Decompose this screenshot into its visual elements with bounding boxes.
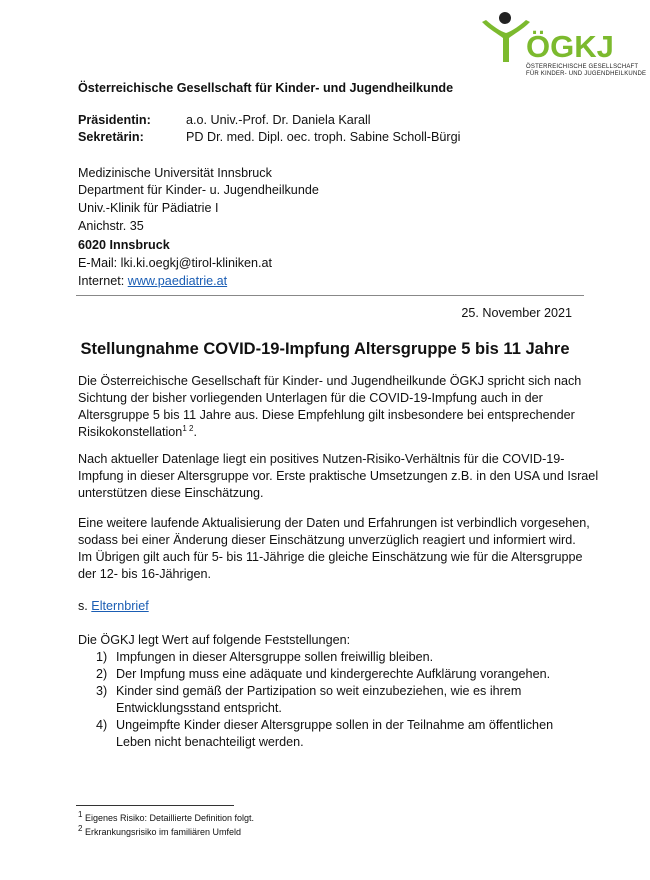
footnote-2-text: Erkrankungsrisiko im familiären Umfeld: [82, 827, 241, 837]
footnote-refs: 1 2: [182, 423, 194, 433]
internet-label: Internet:: [78, 274, 128, 288]
address-line-4: Anichstr. 35: [78, 219, 144, 233]
footnote-1-text: Eigenes Risiko: Detaillierte Definition folgt.: [82, 813, 255, 823]
statement-text-cont: Entwicklungsstand entspricht.: [116, 701, 282, 715]
address-line-2: Department für Kinder- u. Jugendheilkunde: [78, 183, 319, 197]
footnote-divider: [76, 805, 234, 806]
footnote-2-number: 2: [78, 824, 83, 833]
paragraph-2: [78, 451, 599, 502]
header-divider: [76, 295, 584, 296]
website-link[interactable]: www.paediatrie.at: [127, 274, 228, 288]
address-email: E-Mail: lki.ki.oegkj@tirol-kliniken.at: [78, 256, 273, 270]
statement-number: 2): [96, 667, 108, 681]
statement-number: 1): [96, 650, 108, 664]
p1-line-4-end: .: [193, 425, 197, 439]
footnote-2: [78, 826, 241, 838]
footnote-1: [78, 812, 254, 824]
address-internet: [78, 273, 227, 290]
p2-line-1: Nach aktueller Datenlage liegt ein positives Nutzen-Risiko-Verhältnis für die COVID-19-: [78, 452, 565, 466]
statement-text: Der Impfung muss eine adäquate und kindergerechte Aufklärung vorangehen.: [116, 667, 551, 681]
parent-letter-prefix: s.: [78, 599, 92, 613]
p1-line-4-text: Risikokonstellation: [78, 425, 183, 439]
statement-text: Ungeimpfte Kinder dieser Altersgruppe sollen in der Teilnahme am öffentlichen: [116, 718, 554, 732]
logo-subtitle: [526, 64, 646, 78]
p3-line-2: sodass bei einer Änderung dieser Einschätzung unverzüglich reagiert und informiert wird.: [78, 533, 576, 547]
footnote-1-number: 1: [78, 810, 83, 819]
p1-line-3: Altersgruppe 5 bis 11 Jahre aus. Diese Empfehlung gilt insbesondere bei entsprechender: [78, 408, 575, 422]
parent-letter-link[interactable]: Elternbrief: [91, 599, 149, 613]
p3-line-3: Im Übrigen gilt auch für 5- bis 11-Jährige die gleiche Einschätzung wie für die Altersgruppe: [78, 550, 583, 564]
statement-text: Impfungen in dieser Altersgruppe sollen freiwillig bleiben.: [116, 650, 434, 664]
p2-line-2: Impfung in dieser Altersgruppe vor. Erste praktische Umsetzungen z.B. in den USA und Israel: [78, 469, 599, 483]
p1-line-1: Die Österreichische Gesellschaft für Kinder- und Jugendheilkunde ÖGKJ spricht sich nach: [78, 374, 582, 388]
statement-number: 3): [96, 684, 108, 698]
secretary-label: Sekretärin:: [78, 130, 144, 144]
statements-intro: Die ÖGKJ legt Wert auf folgende Feststellungen:: [78, 633, 351, 647]
secretary-value: PD Dr. med. Dipl. oec. troph. Sabine Scholl-Bürgi: [186, 130, 461, 144]
address-line-1: Medizinische Universität Innsbruck: [78, 166, 272, 180]
oegkj-logo: [478, 8, 647, 80]
paragraph-3: [78, 515, 590, 583]
logo-subtitle-line2: FÜR KINDER- UND JUGENDHEILKUNDE: [526, 71, 647, 77]
address-city: 6020 Innsbruck: [78, 238, 170, 252]
p2-line-3: unterstützen diese Einschätzung.: [78, 486, 264, 500]
logo-subtitle-line1: ÖSTERREICHISCHE GESELLSCHAFT: [526, 64, 639, 70]
president-value: a.o. Univ.-Prof. Dr. Daniela Karall: [186, 113, 371, 127]
parent-letter-line: [78, 598, 149, 615]
document-date: 25. November 2021: [461, 306, 572, 320]
address-line-3: Univ.-Klinik für Pädiatrie I: [78, 201, 219, 215]
document-title: Stellungnahme COVID-19-Impfung Altersgruppe 5 bis 11 Jahre: [80, 340, 570, 358]
paragraph-1: [78, 373, 582, 441]
statement-text: Kinder sind gemäß der Partizipation so weit einzubeziehen, wie es ihrem: [116, 684, 522, 698]
statement-number: 4): [96, 718, 108, 732]
p1-line-4: [78, 425, 197, 439]
statement-text-cont: Leben nicht benachteiligt werden.: [116, 735, 304, 749]
p3-line-4: der 12- bis 16-Jährigen.: [78, 567, 212, 581]
president-label: Präsidentin:: [78, 113, 151, 127]
org-name: Österreichische Gesellschaft für Kinder- und Jugendheilkunde: [78, 81, 454, 95]
logo-letters: ÖGKJ: [526, 29, 614, 64]
p3-line-1: Eine weitere laufende Aktualisierung der Daten und Erfahrungen ist verbindlich vorgesehen,: [78, 516, 590, 530]
p1-line-2: Sichtung der bisher vorliegenden Unterlagen für die COVID-19-Impfung auch in der: [78, 391, 543, 405]
